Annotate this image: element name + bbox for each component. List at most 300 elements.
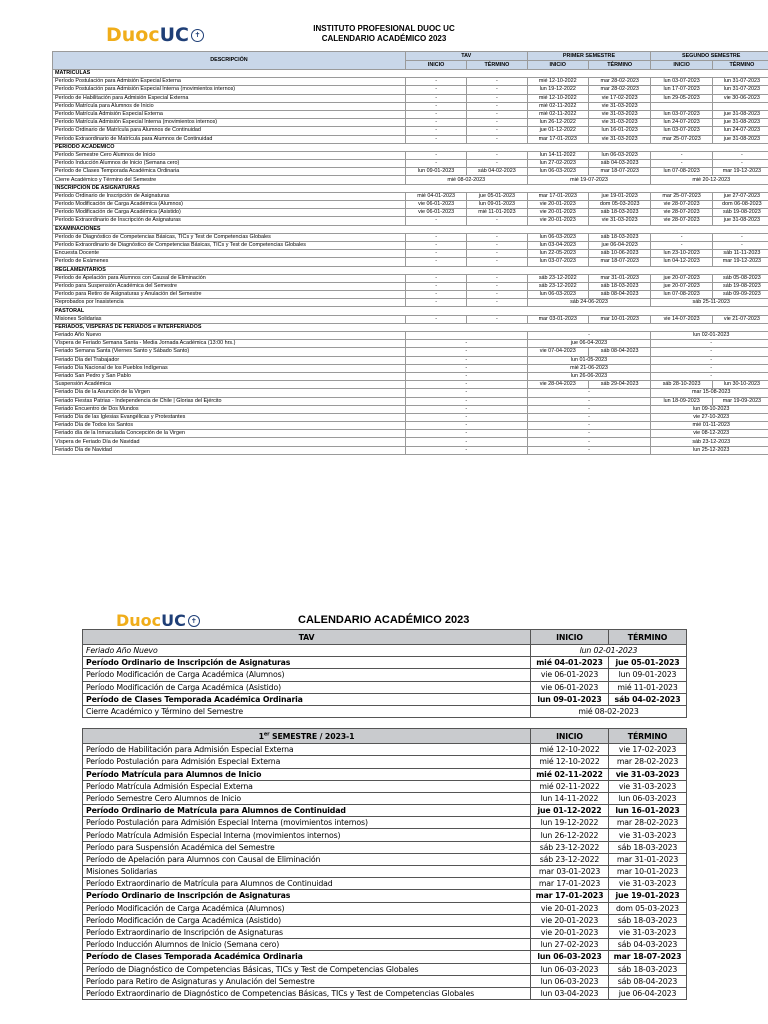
row-start-date: lun 14-11-2022	[531, 792, 609, 804]
row-date: -	[405, 291, 466, 299]
row-date: mié 01-11-2023	[651, 422, 768, 430]
row-date: lun 07-08-2023	[651, 291, 712, 299]
row-date: -	[405, 250, 466, 258]
row-date: -	[712, 151, 768, 159]
row-description: Feriado día de la Inmaculada Concepción de la Virgen	[53, 430, 406, 438]
row-description: Período Modificación de Carga Académica (Asistido)	[83, 681, 531, 693]
semester-ordinal: er	[263, 731, 270, 738]
row-description: Período Matrícula para Alumnos de Inicio	[53, 102, 406, 110]
row-description: Período Modificación de Carga Académica (Asistido)	[53, 209, 406, 217]
row-end-date: sáb 18-03-2023	[609, 914, 687, 926]
row-date: -	[405, 241, 466, 249]
table-row	[83, 939, 687, 951]
row-date: vie 31-03-2023	[588, 110, 650, 118]
table-row	[83, 987, 687, 999]
row-date	[651, 102, 712, 110]
row-date: jue 31-08-2023	[712, 110, 768, 118]
row-date: -	[467, 78, 527, 86]
row-date: lun 09-01-2023	[405, 168, 466, 176]
row-date: -	[405, 389, 527, 397]
row-date: -	[405, 119, 466, 127]
tav-header	[83, 630, 687, 645]
seal-icon: ✝	[188, 615, 200, 627]
row-date: lun 06-03-2023	[527, 233, 588, 241]
row-description: Período de Diagnóstico de Competencias Básicas, TICs y Test de Competencias Globales	[83, 963, 531, 975]
row-description: Período Extraordinario de Matrícula para Alumnos de Continuidad	[83, 878, 531, 890]
row-end-date: lun 16-01-2023	[609, 805, 687, 817]
table-row	[83, 902, 687, 914]
academic-calendar-table	[52, 51, 768, 455]
table-row	[83, 866, 687, 878]
row-description: Feriado Año Nuevo	[53, 332, 406, 340]
spacer-row	[83, 718, 687, 729]
row-date: lun 03-07-2023	[651, 110, 712, 118]
section-title: PASTORAL	[53, 307, 768, 315]
institution-title: INSTITUTO PROFESIONAL DUOC UC	[313, 24, 455, 33]
row-end-date: jue 06-04-2023	[609, 987, 687, 999]
row-description: Período Semestre Cero Alumnos de Inicio	[53, 151, 406, 159]
row-start-date: lun 27-02-2023	[531, 939, 609, 951]
table-row	[83, 669, 687, 681]
table-row	[83, 951, 687, 963]
row-date: -	[405, 372, 527, 380]
calendar-table-body	[53, 70, 768, 455]
row-date: vie 21-07-2023	[712, 315, 768, 323]
row-description: Período Ordinario de Matrícula para Alumnos de Continuidad	[83, 805, 531, 817]
row-date: lun 06-03-2023	[527, 168, 588, 176]
row-start-date: vie 06-01-2023	[531, 681, 609, 693]
calendar2-title: CALENDARIO ACADÉMICO 2023	[298, 614, 470, 626]
row-start-date: lun 26-12-2022	[531, 829, 609, 841]
row-date: -	[405, 135, 466, 143]
row-description: Período de Diagnóstico de Competencias Básicas, TICs y Test de Competencias Globales	[53, 233, 406, 241]
row-description: Feriado Día de las Iglesias Evangélicas y Protestantes	[53, 413, 406, 421]
row-description: Período de Habilitación para Admisión Especial Externa	[53, 94, 406, 102]
row-date: vie 30-06-2023	[712, 94, 768, 102]
row-date: sáb 08-04-2023	[588, 348, 650, 356]
col-second-end: TÉRMINO	[712, 61, 768, 70]
row-date: -	[527, 422, 651, 430]
row-date: vie 20-01-2023	[527, 201, 588, 209]
row-date: vie 08-12-2023	[651, 430, 768, 438]
row-date: mié 04-01-2023	[405, 192, 466, 200]
row-date: -	[651, 160, 712, 168]
table-row	[53, 102, 768, 110]
row-description: Cierre Académico y Término del Semestre	[53, 176, 406, 184]
row-date: jue 31-08-2023	[712, 135, 768, 143]
row-end-date: jue 05-01-2023	[609, 657, 687, 669]
row-description: Feriado Encuentro de Dos Mundos	[53, 405, 406, 413]
row-date: mar 19-12-2023	[712, 168, 768, 176]
row-date: vie 31-03-2023	[588, 119, 650, 127]
row-date: jue 01-12-2022	[527, 127, 588, 135]
table-row	[83, 878, 687, 890]
table-row	[53, 86, 768, 94]
row-date: vie 28-07-2023	[651, 217, 712, 225]
row-date: lun 09-10-2023	[651, 405, 768, 413]
row-end-date: sáb 08-04-2023	[609, 975, 687, 987]
row-date: -	[405, 422, 527, 430]
row-date: lun 02-01-2023	[531, 645, 687, 657]
col-second-semester: SEGUNDO SEMESTRE	[651, 52, 768, 61]
section-header	[53, 143, 768, 151]
row-date: lun 03-07-2023	[651, 127, 712, 135]
row-date: lun 19-12-2022	[527, 86, 588, 94]
semester-header-label	[83, 729, 531, 744]
row-date: vie 31-03-2023	[588, 217, 650, 225]
row-date: -	[651, 364, 768, 372]
section-header	[53, 184, 768, 192]
row-date: mar 31-01-2023	[588, 274, 650, 282]
row-description: Período de Apelación para Alumnos con Causal de Eliminación	[83, 853, 531, 865]
row-description: Reprobados por Inasistencia	[53, 299, 406, 307]
table-row	[83, 792, 687, 804]
row-date: vie 28-04-2023	[527, 381, 588, 389]
row-date: -	[405, 299, 466, 307]
row-end-date: lun 09-01-2023	[609, 669, 687, 681]
row-description: Período de Apelación para Alumnos con Causal de Eliminación	[53, 274, 406, 282]
section-title: EXAMINACIONES	[53, 225, 768, 233]
table-row	[53, 430, 768, 438]
row-date: -	[405, 233, 466, 241]
row-date: -	[405, 274, 466, 282]
row-date: vie 06-01-2023	[405, 209, 466, 217]
row-date: lun 31-07-2023	[712, 78, 768, 86]
table-row	[53, 274, 768, 282]
row-date: mié 02-11-2022	[527, 110, 588, 118]
row-date: jue 27-07-2023	[712, 192, 768, 200]
row-description: Período Matrícula Admisión Especial Externa	[83, 780, 531, 792]
row-description: Período Semestre Cero Alumnos de Inicio	[83, 792, 531, 804]
row-end-date: mar 18-07-2023	[609, 951, 687, 963]
col-start: INICIO	[531, 729, 609, 744]
row-end-date: sáb 18-03-2023	[609, 963, 687, 975]
row-date: -	[467, 217, 527, 225]
table-row	[53, 315, 768, 323]
row-date: dom 06-08-2023	[712, 201, 768, 209]
row-description: Feriado Día de Todos los Santos	[53, 422, 406, 430]
semester-header	[83, 729, 687, 744]
row-description: Suspensión Académica	[53, 381, 406, 389]
row-date: mié 21-06-2023	[527, 364, 651, 372]
row-date: -	[651, 340, 768, 348]
row-start-date: jue 01-12-2022	[531, 805, 609, 817]
section-header	[53, 307, 768, 315]
row-date: jue 06-04-2023	[527, 340, 651, 348]
table-row	[53, 176, 768, 184]
table-row	[83, 890, 687, 902]
row-description: Período Modificación de Carga Académica (Asistido)	[83, 914, 531, 926]
row-date: dom 05-03-2023	[588, 201, 650, 209]
row-end-date: vie 31-03-2023	[609, 829, 687, 841]
row-start-date: mar 17-01-2023	[531, 878, 609, 890]
section-header	[53, 266, 768, 274]
row-date: lun 04-12-2023	[651, 258, 712, 266]
row-date: mar 15-08-2023	[651, 389, 768, 397]
row-date: mar 25-07-2023	[651, 192, 712, 200]
row-date: -	[467, 110, 527, 118]
row-date: sáb 18-03-2023	[588, 233, 650, 241]
row-date: -	[405, 446, 527, 454]
row-date: vie 17-02-2023	[588, 94, 650, 102]
row-date: mié 12-10-2022	[527, 94, 588, 102]
row-date: -	[467, 299, 527, 307]
table-row	[53, 233, 768, 241]
table-row	[53, 209, 768, 217]
row-end-date: dom 05-03-2023	[609, 902, 687, 914]
row-date: -	[405, 217, 466, 225]
row-date: sáb 24-06-2023	[527, 299, 651, 307]
row-date: mar 17-01-2023	[527, 192, 588, 200]
row-description: Período de Exámenes	[53, 258, 406, 266]
row-description: Feriado Fiestas Patrias - Independencia de Chile | Glorias del Ejército	[53, 397, 406, 405]
row-date: vie 31-03-2023	[588, 135, 650, 143]
row-date: -	[405, 110, 466, 118]
row-date: mar 19-09-2023	[712, 397, 768, 405]
row-date: -	[467, 119, 527, 127]
col-end: TÉRMINO	[609, 729, 687, 744]
row-description: Período Matrícula Admisión Especial Interna (movimientos internos)	[53, 119, 406, 127]
row-end-date: mar 28-02-2023	[609, 817, 687, 829]
col-first-start: INICIO	[527, 61, 588, 70]
row-end-date: mar 10-01-2023	[609, 866, 687, 878]
row-date: sáb 23-12-2022	[527, 274, 588, 282]
row-description: Período Modificación de Carga Académica (Alumnos)	[83, 902, 531, 914]
row-end-date: vie 31-03-2023	[609, 768, 687, 780]
table-row	[53, 446, 768, 454]
table-row	[53, 397, 768, 405]
row-date: -	[651, 151, 712, 159]
row-date: -	[467, 135, 527, 143]
row-description: Período Postulación para Admisión Especial Externa	[53, 78, 406, 86]
row-date: -	[405, 282, 466, 290]
row-date: mié 08-02-2023	[405, 176, 527, 184]
row-date: sáb 04-02-2023	[467, 168, 527, 176]
seal-icon: ✝	[191, 29, 204, 42]
row-date: vie 07-04-2023	[527, 348, 588, 356]
row-date: mié 20-12-2023	[651, 176, 768, 184]
table-row	[53, 151, 768, 159]
row-end-date: mar 28-02-2023	[609, 756, 687, 768]
table-row	[53, 94, 768, 102]
row-date: -	[527, 332, 651, 340]
col-end: TÉRMINO	[609, 630, 687, 645]
row-date: -	[405, 258, 466, 266]
row-end-date: mié 11-01-2023	[609, 681, 687, 693]
row-date: -	[405, 340, 527, 348]
row-date: lun 25-12-2023	[651, 446, 768, 454]
row-description: Período para Retiro de Asignaturas y Anulación del Semestre	[53, 291, 406, 299]
row-description: Feriado San Pedro y San Pablo	[53, 372, 406, 380]
table-row	[53, 110, 768, 118]
row-date: sáb 04-03-2023	[588, 160, 650, 168]
row-date: -	[467, 102, 527, 110]
row-date: lun 23-10-2023	[651, 250, 712, 258]
row-date: -	[467, 160, 527, 168]
table-row	[53, 299, 768, 307]
col-second-start: INICIO	[651, 61, 712, 70]
row-description: Período Matrícula para Alumnos de Inicio	[83, 768, 531, 780]
row-start-date: lun 06-03-2023	[531, 963, 609, 975]
table-row	[53, 332, 768, 340]
row-description: Período Ordinario de Inscripción de Asignaturas	[53, 192, 406, 200]
row-date: -	[467, 315, 527, 323]
table-row	[53, 413, 768, 421]
section-title: FERIADOS, VÍSPERAS DE FERIADOS e INTERFERIADOS	[53, 323, 768, 331]
row-date: lun 16-01-2023	[588, 127, 650, 135]
row-description: Período Postulación para Admisión Especial Interna (movimientos internos)	[53, 86, 406, 94]
row-date: -	[405, 160, 466, 168]
table-row	[83, 768, 687, 780]
row-date: -	[467, 291, 527, 299]
table-row	[83, 975, 687, 987]
row-start-date: vie 06-01-2023	[531, 669, 609, 681]
table-row	[83, 756, 687, 768]
table-row	[83, 693, 687, 705]
col-start: INICIO	[531, 630, 609, 645]
row-date: jue 31-08-2023	[712, 217, 768, 225]
row-description: Feriado Día de Navidad	[53, 446, 406, 454]
row-date: -	[527, 405, 651, 413]
row-date: sáb 23-12-2022	[527, 282, 588, 290]
table-row	[53, 241, 768, 249]
row-date: lun 27-02-2023	[527, 160, 588, 168]
row-end-date: vie 31-03-2023	[609, 878, 687, 890]
row-start-date: mar 03-01-2023	[531, 866, 609, 878]
row-description: Período Extraordinario de Inscripción de Asignaturas	[53, 217, 406, 225]
table-row	[53, 372, 768, 380]
col-first-semester: PRIMER SEMESTRE	[527, 52, 651, 61]
row-date: lun 17-07-2023	[651, 86, 712, 94]
row-date: -	[405, 430, 527, 438]
row-date: vie 28-07-2023	[651, 209, 712, 217]
row-date: lun 02-01-2023	[651, 332, 768, 340]
row-date: -	[467, 274, 527, 282]
table-row	[53, 381, 768, 389]
table-row	[53, 160, 768, 168]
section-header	[53, 225, 768, 233]
table-row	[53, 201, 768, 209]
row-end-date: vie 31-03-2023	[609, 926, 687, 938]
row-description: Feriado Año Nuevo	[83, 645, 531, 657]
calendar-title: CALENDARIO ACADÉMICO 2023	[321, 34, 447, 43]
col-tav-end: TÉRMINO	[467, 61, 527, 70]
row-date: mar 17-01-2023	[527, 135, 588, 143]
col-first-end: TÉRMINO	[588, 61, 650, 70]
row-date: sáb 19-08-2023	[712, 209, 768, 217]
row-date: sáb 05-08-2023	[712, 274, 768, 282]
row-start-date: mié 02-11-2022	[531, 768, 609, 780]
row-date: -	[405, 151, 466, 159]
row-date: mié 19-07-2023	[527, 176, 651, 184]
row-date: -	[467, 127, 527, 135]
row-date: sáb 23-12-2023	[651, 438, 768, 446]
row-date: vie 31-03-2023	[588, 102, 650, 110]
row-description: Período Extraordinario de Matrícula para Alumnos de Continuidad	[53, 135, 406, 143]
row-date: -	[405, 397, 527, 405]
row-date: -	[405, 413, 527, 421]
row-description: Feriado Semana Santa (Viernes Santo y Sábado Santo)	[53, 348, 406, 356]
table-row	[53, 250, 768, 258]
row-start-date: mié 04-01-2023	[531, 657, 609, 669]
row-date: sáb 08-04-2023	[588, 291, 650, 299]
row-date: -	[467, 233, 527, 241]
row-end-date: vie 31-03-2023	[609, 780, 687, 792]
row-date: -	[405, 102, 466, 110]
row-date: -	[467, 250, 527, 258]
duoc-uc-logo-secondary	[116, 611, 200, 630]
row-date: lun 06-03-2023	[527, 291, 588, 299]
row-date: -	[405, 94, 466, 102]
row-description: Período Extraordinario de Diagnóstico de Competencias Básicas, TICs y Test de Competencias Globales	[53, 241, 406, 249]
row-date: lun 29-05-2023	[651, 94, 712, 102]
row-date: -	[405, 438, 527, 446]
logo-duoc-text: Duoc	[106, 24, 160, 46]
row-date: -	[712, 233, 768, 241]
row-date: mar 28-02-2023	[588, 78, 650, 86]
row-date: mar 25-07-2023	[651, 135, 712, 143]
row-description: Período Ordinario de Inscripción de Asignaturas	[83, 657, 531, 669]
row-date: jue 19-01-2023	[588, 192, 650, 200]
table-row	[83, 853, 687, 865]
row-description: Período Modificación de Carga Académica (Alumnos)	[83, 669, 531, 681]
row-date: mar 10-01-2023	[588, 315, 650, 323]
table-row	[53, 258, 768, 266]
row-date: -	[405, 78, 466, 86]
row-description: Período de Clases Temporada Académica Ordinaria	[53, 168, 406, 176]
logo-duoc-text: Duoc	[116, 611, 162, 630]
logo-uc-text: UC	[161, 611, 186, 630]
row-date: mar 03-01-2023	[527, 315, 588, 323]
row-date: sáb 09-09-2023	[712, 291, 768, 299]
row-date: sáb 28-10-2023	[651, 381, 712, 389]
row-date: vie 14-07-2023	[651, 315, 712, 323]
row-description: Encuesta Docente	[53, 250, 406, 258]
semester-title: 1er SEMESTRE / 2023-1	[258, 731, 355, 741]
row-end-date: vie 17-02-2023	[609, 744, 687, 756]
row-description: Período de Habilitación para Admisión Especial Externa	[83, 744, 531, 756]
row-date: -	[651, 348, 768, 356]
row-description: Misiones Solidarias	[83, 866, 531, 878]
table-row	[53, 438, 768, 446]
table-row	[83, 805, 687, 817]
row-date: lun 30-10-2023	[712, 381, 768, 389]
row-date: -	[527, 430, 651, 438]
row-description: Período Modificación de Carga Académica (Alumnos)	[53, 201, 406, 209]
row-start-date: mié 12-10-2022	[531, 756, 609, 768]
table-row	[83, 744, 687, 756]
row-description: Feriado Día del Trabajador	[53, 356, 406, 364]
table-row	[83, 681, 687, 693]
row-description: Feriado Día de la Asunción de la Virgen	[53, 389, 406, 397]
row-date: lun 24-07-2023	[712, 127, 768, 135]
row-date: -	[405, 381, 527, 389]
row-end-date: sáb 04-03-2023	[609, 939, 687, 951]
row-date: -	[467, 282, 527, 290]
row-start-date: sáb 23-12-2022	[531, 853, 609, 865]
row-date: -	[405, 356, 527, 364]
row-date: jue 05-01-2023	[467, 192, 527, 200]
row-description: Período Inducción Alumnos de Inicio (Semana cero)	[53, 160, 406, 168]
table-row	[83, 829, 687, 841]
row-start-date: lun 06-03-2023	[531, 951, 609, 963]
row-end-date: lun 06-03-2023	[609, 792, 687, 804]
table-row	[53, 356, 768, 364]
table-row	[53, 168, 768, 176]
row-date: jue 31-08-2023	[712, 119, 768, 127]
row-description: Período Ordinario de Matrícula para Alumnos de Continuidad	[53, 127, 406, 135]
row-date: jue 06-04-2023	[588, 241, 650, 249]
